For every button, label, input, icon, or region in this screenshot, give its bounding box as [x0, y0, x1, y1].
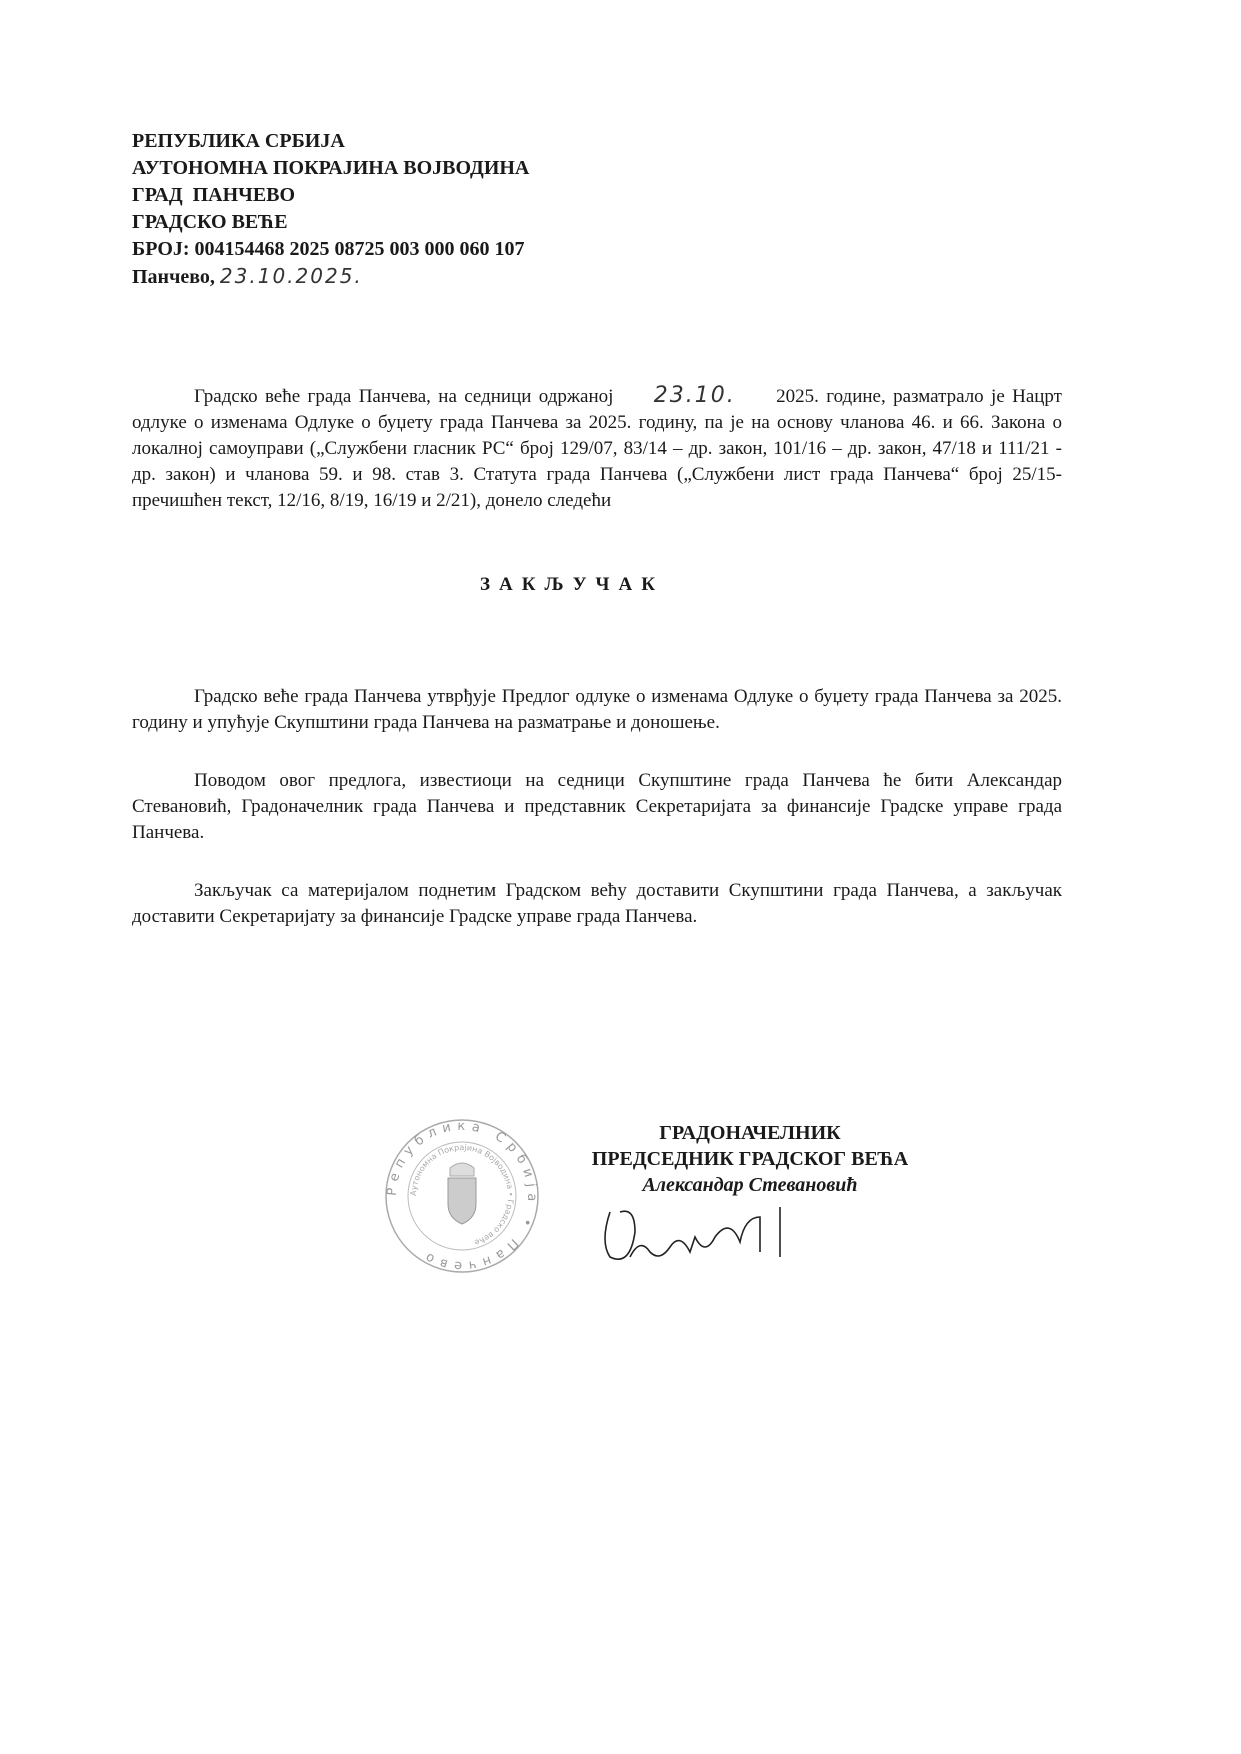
header-line: ГРАДСКО ВЕЋЕ — [132, 211, 288, 233]
paragraph-text: Поводом овог предлога, известиоци на седници Скупштине града Панчева ће бити Александар Стевановић, Градоначелник града Панчева и представник Секретаријата за финансије Градске управе града Панчева. — [132, 770, 1062, 843]
official-stamp — [382, 1116, 542, 1276]
handwritten-date: 23.10.2025. — [219, 264, 363, 288]
document-header — [132, 128, 1062, 291]
handwritten-signature-icon — [590, 1202, 870, 1272]
document-title: ЗАКЉУЧАК — [480, 574, 664, 595]
intro-paragraph — [132, 383, 1062, 514]
header-line: РЕПУБЛИКА СРБИЈА — [132, 130, 345, 152]
intro-part1: Градско веће града Панчева, на седници одржаној — [194, 386, 614, 407]
signature-area — [132, 1120, 1062, 1320]
stamp-outer-text: Република Србија • Панчево — [384, 1118, 540, 1274]
document-number: БРОЈ: 004154468 2025 08725 003 000 060 107 — [132, 238, 525, 260]
header-line: ГРАД ПАНЧЕВО — [132, 184, 296, 206]
header-line: АУТОНОМНА ПОКРАЈИНА ВОЈВОДИНА — [132, 157, 530, 179]
intro-part2: 2025. године, разматрало је Нацрт одлуке о изменама Одлуке о буџету града Панчева за 2025. годину, па је на основу чланова 46. и 66. Закона о локалној самоуправи („Службени гласник РС“ број 129/07, 83/14 – др. закон, 101/16 – др. закон, 47/18 и 111/21 - др. закон) и чланова 59. и 98. став 3. Статута града Панчева („Службени лист града Панчева“ број 25/15- пречишћен текст, 12/16, 8/19, 16/19 и 2/21), донело следећи — [132, 386, 1062, 511]
body-paragraph — [132, 878, 1062, 930]
signature-block — [560, 1120, 940, 1198]
stamp-inner-text: Аутономна Покрајина Војводина • Градско веће — [408, 1142, 516, 1248]
paragraph-text: Закључак са материјалом поднетим Градском већу доставити Скупштини града Панчева, а закључак доставити Секретаријату за финансије Градске управе града Панчева. — [132, 880, 1062, 927]
place-date — [132, 263, 1062, 291]
document-page — [132, 0, 1062, 1320]
signatory-title-2: ПРЕДСЕДНИК ГРАДСКОГ ВЕЋА — [591, 1148, 909, 1170]
signatory-name: Александар Стевановић — [642, 1174, 858, 1196]
coat-of-arms-icon — [448, 1163, 476, 1224]
body-paragraph — [132, 684, 1062, 736]
paragraph-text: Градско веће града Панчева утврђује Предлог одлуке о изменама Одлуке о буџету града Панчева за 2025. годину и упућује Скупштини града Панчева на разматрање и доношење. — [132, 686, 1062, 733]
place-label: Панчево, — [132, 266, 215, 288]
handwritten-session-date: 23.10. — [653, 383, 736, 408]
signatory-title: ГРАДОНАЧЕЛНИК — [659, 1122, 841, 1144]
body-paragraph — [132, 768, 1062, 846]
